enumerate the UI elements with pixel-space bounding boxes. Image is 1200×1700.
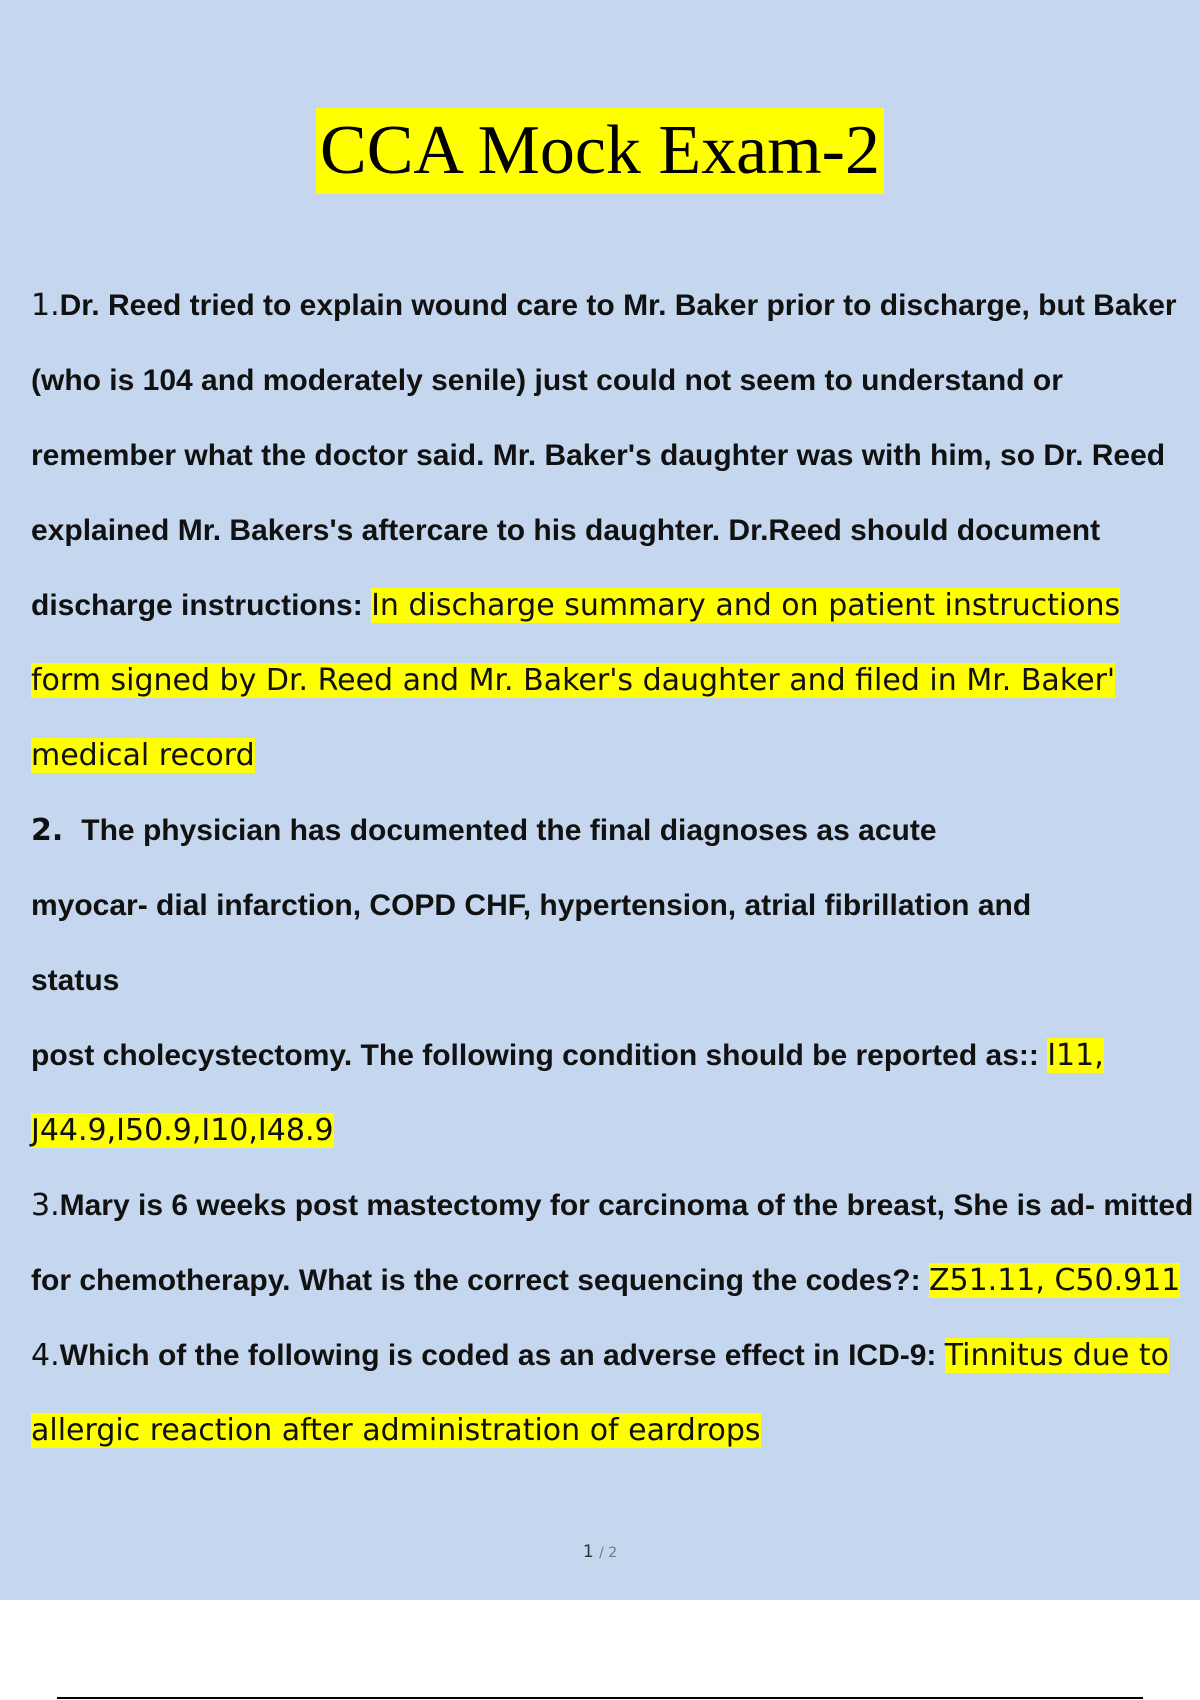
question-text-line: The physician has documented the final diagnoses as acute xyxy=(81,814,937,847)
page-current: 1 xyxy=(582,1542,594,1562)
question-text: Which of the following is coded as an adverse effect in ICD-9: xyxy=(59,1339,945,1372)
question-2-continued xyxy=(31,943,1196,1018)
answer-highlight: Tinnitus due to allergic reaction after administration of eardrops xyxy=(31,1338,1169,1448)
question-number: 1. xyxy=(31,288,60,323)
question-number: 3. xyxy=(31,1188,60,1223)
title-wrapper xyxy=(0,108,1200,194)
question-text: Mary is 6 weeks post mastectomy for carcinoma of the breast, She is ad- mitted for chemotherapy. What is the correct sequencing the codes?: xyxy=(31,1189,1194,1297)
question-2-continued xyxy=(31,868,1196,943)
question-1 xyxy=(31,268,1196,793)
page-total: / 2 xyxy=(599,1545,618,1561)
question-text-line: post cholecystectomy. The following condition should be reported as:: xyxy=(31,1039,1048,1072)
page-number xyxy=(0,1542,1200,1562)
question-text: Dr. Reed tried to explain wound care to Mr. Baker prior to discharge, but Baker (who is 104 and moderately senile) just could not seem to understand or remember what the doctor said. Mr. Baker's daughter was with him, so Dr. Reed explained Mr. Bakers's aftercare to his daughter. Dr.Reed should document discharge instructions: xyxy=(31,289,1177,622)
page-title: CCA Mock Exam-2 xyxy=(316,108,884,194)
question-4 xyxy=(31,1318,1196,1468)
answer-highlight: In discharge summary and on patient instructions form signed by Dr. Reed and Mr. Baker's daughter and filed in Mr. Baker' medical record xyxy=(31,588,1121,773)
question-number: 4. xyxy=(31,1338,60,1373)
question-text-line: status xyxy=(31,964,120,997)
answer-highlight: I11, J44.9,I50.9,I10,I48.9 xyxy=(31,1038,1104,1148)
question-2-continued xyxy=(31,1018,1196,1168)
question-2 xyxy=(31,793,1196,868)
question-3 xyxy=(31,1168,1196,1318)
answer-highlight: Z51.11, C50.911 xyxy=(928,1263,1181,1298)
question-text-line: myocar- dial infarction, COPD CHF, hypertension, atrial fibrillation and xyxy=(31,889,1032,922)
question-number: 2. xyxy=(31,813,64,848)
divider-line xyxy=(57,1697,1143,1699)
questions-list xyxy=(31,268,1196,1468)
